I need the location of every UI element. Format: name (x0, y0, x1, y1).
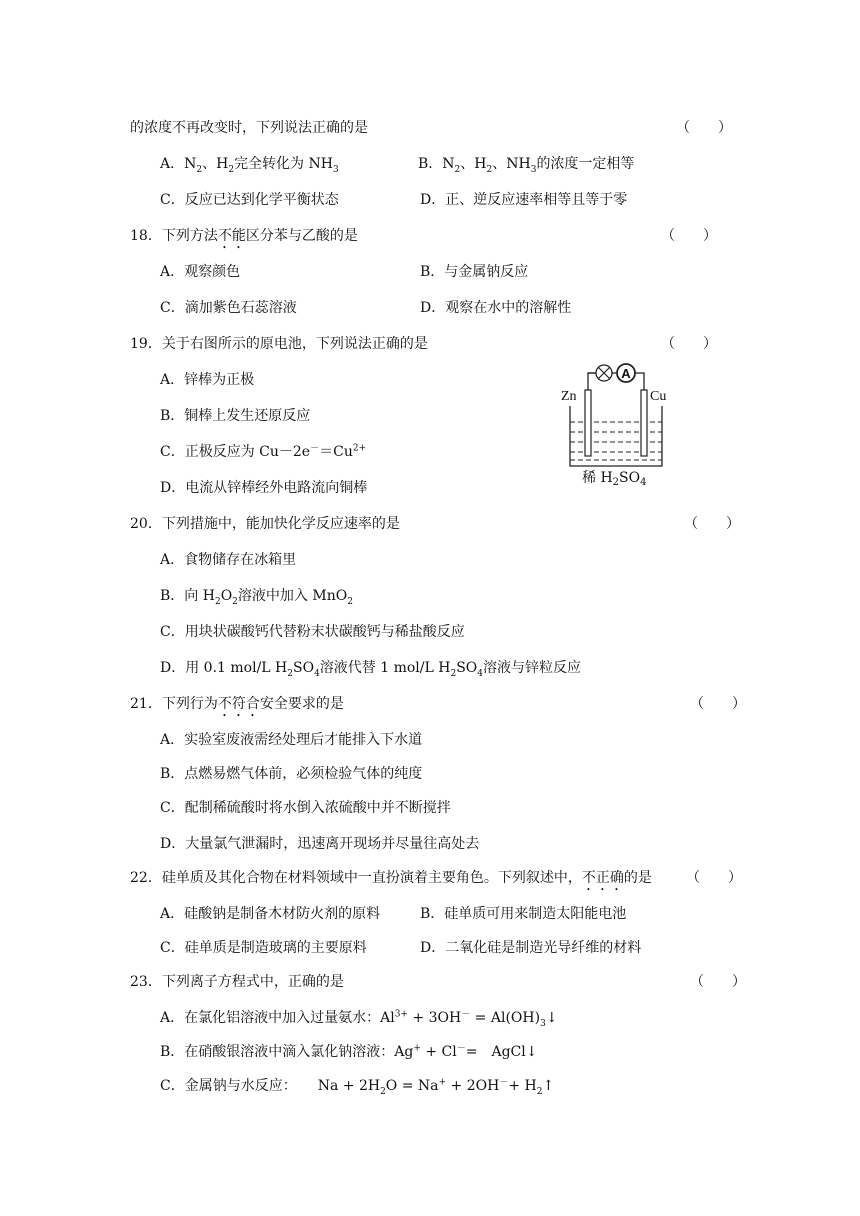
q18-option-b: B．与金属钠反应 (420, 264, 529, 280)
q17-option-b: B．$N_2$、$H_2$、$NH_3$的浓度一定相等 (418, 156, 635, 175)
q17-option-d: D．正、逆反应速率相等且等于零 (420, 192, 628, 208)
q20-answer-paren: （ ） (684, 516, 740, 532)
q22-option-c: C．硅单质是制造玻璃的主要原料 (160, 940, 367, 956)
q22-answer-paren: （ ） (686, 870, 742, 886)
q19-stem: 19．关于右图所示的原电池，下列说法正确的是 (130, 336, 428, 352)
q17-stem: 的浓度不再改变时，下列说法正确的是 (130, 120, 368, 136)
q18-stem: 18．下列方法不能区分苯与乙酸的是 (130, 228, 358, 244)
galvanic-cell-svg (556, 356, 676, 486)
copper-label: Cu (650, 389, 667, 404)
q21-option-b: B．点燃易燃气体前，必须检验气体的纯度 (160, 766, 423, 782)
q23-answer-paren: （ ） (690, 974, 746, 990)
galvanic-cell-diagram (556, 356, 676, 486)
solution-label: 稀 $H_2SO_4$ (582, 470, 647, 486)
q19-option-d: D．电流从锌棒经外电路流向铜棒 (160, 480, 368, 496)
q23-option-c: C．金属钠与水反应： $Na + 2H_2O = Na^+ + 2OH^-+$ $H_2↑$ (160, 1077, 555, 1097)
q22-option-b: B．硅单质可用来制造太阳能电池 (420, 906, 627, 922)
q18-answer-paren: （ ） (661, 228, 717, 244)
q21-option-d: D．大量氯气泄漏时，迅速离开现场并尽量往高处去 (160, 836, 480, 852)
q18-option-c: C．滴加紫色石蕊溶液 (160, 300, 297, 316)
ammeter-icon (617, 364, 635, 382)
q19-option-c: C．正极反应为 $Cu-2e^-=Cu^{2+}$ (160, 443, 367, 460)
q22-stem: 22．硅单质及其化合物在材料领域中一直扮演着主要角色。下列叙述中，不正确的是 (130, 870, 652, 886)
q22-option-d: D．二氧化硅是制造光导纤维的材料 (420, 940, 642, 956)
q17-answer-paren: （ ） (676, 120, 732, 136)
q21-stem: 21．下列行为不符合安全要求的是 (130, 696, 344, 712)
q22-option-a: A．硅酸钠是制备木材防火剂的原料 (160, 906, 381, 922)
q19-option-a: A．锌棒为正极 (160, 372, 255, 388)
copper-electrode (641, 390, 647, 456)
q20-option-c: C．用块状碳酸钙代替粉末状碳酸钙与稀盐酸反应 (160, 624, 465, 640)
zinc-label: Zn (561, 389, 577, 404)
q20-option-d: D．用 0.1 mol/L $H_2SO_4$溶液代替 1 mol/L $H_2SO_4$溶液与锌粒反应 (160, 660, 582, 679)
q17-option-c: C．反应已达到化学平衡状态 (160, 192, 339, 208)
q21-option-c: C．配制稀硫酸时将水倒入浓硫酸中并不断搅拌 (160, 800, 451, 816)
q18-option-a: A．观察颜色 (160, 264, 241, 280)
q20-option-a: A．食物储存在冰箱里 (160, 552, 297, 568)
q17-option-a: A．$N_2$、$H_2$完全转化为 $NH_3$ (160, 156, 339, 175)
q19-answer-paren: （ ） (661, 336, 717, 352)
bulb-icon (596, 365, 612, 381)
q20-stem: 20．下列措施中，能加快化学反应速率的是 (130, 516, 400, 532)
q19-option-b: B．铜棒上发生还原反应 (160, 408, 311, 424)
q21-answer-paren: （ ） (690, 696, 746, 712)
zinc-electrode (585, 390, 591, 456)
q21-option-a: A．实验室废液需经处理后才能排入下水道 (160, 732, 423, 748)
q23-option-a: A．在氯化铝溶液中加入过量氨水：$Al^{3+} + 3OH^-$ = $Al(OH)_3↓$ (160, 1009, 558, 1029)
q20-option-b: B．向 $H_2O_2$溶液中加入 MnO$_2$ (160, 588, 353, 607)
q18-option-d: D．观察在水中的溶解性 (420, 300, 572, 316)
ammeter-label: A (621, 366, 631, 381)
q23-option-b: B．在硝酸银溶液中滴入氯化钠溶液：Ag+ + Cl－= AgCl↓ (160, 1043, 538, 1060)
q23-stem: 23．下列离子方程式中，正确的是 (130, 974, 344, 990)
